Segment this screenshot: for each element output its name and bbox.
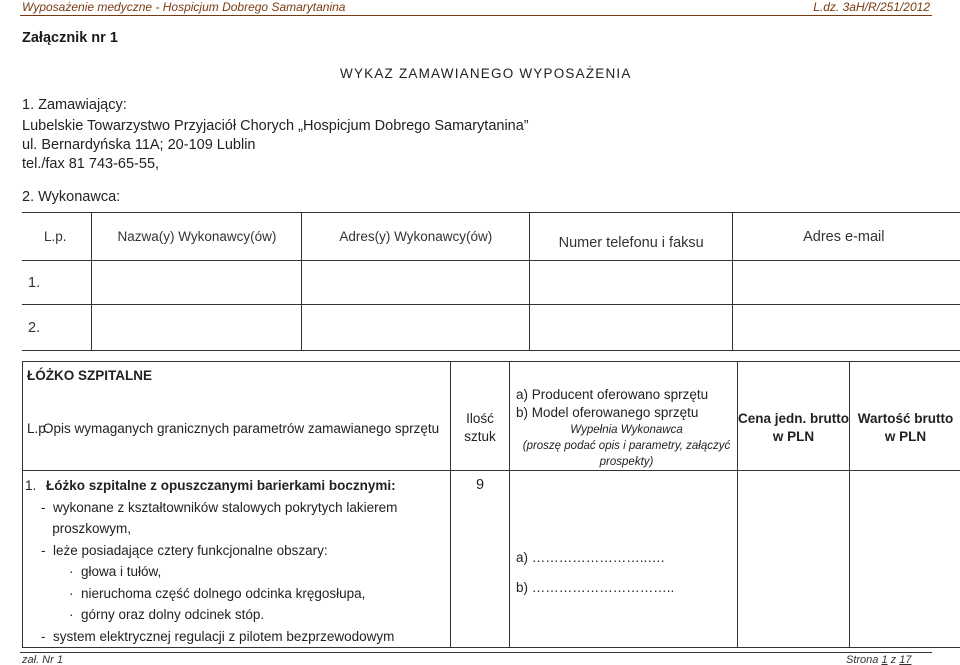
header-description-cell bbox=[23, 362, 451, 471]
footer-page-prefix: Strona bbox=[846, 654, 882, 665]
footer-attachment: zał. Nr 1 bbox=[22, 654, 63, 665]
item-number: 1. bbox=[25, 478, 37, 493]
contractor-row-number: 1. bbox=[22, 261, 92, 305]
item-producer-cell[interactable] bbox=[510, 471, 738, 648]
page-header-reference: L.dz. 3aH/R/251/2012 bbox=[813, 0, 930, 14]
ordering-party-street: ul. Bernardyńska 11A; 20-109 Lublin bbox=[22, 137, 256, 153]
header-producer-note: prospekty) bbox=[599, 456, 654, 468]
header-quantity bbox=[451, 362, 510, 471]
page-header-title: Wyposażenie medyczne - Hospicjum Dobrego Samarytanina bbox=[22, 0, 346, 14]
item-description-cell bbox=[23, 471, 451, 648]
item-spec-line: - leże posiadające cztery funkcjonalne obszary: bbox=[41, 542, 328, 558]
header-quantity-line1: Ilość bbox=[466, 411, 494, 426]
item-model-answer[interactable]: b) ………………………….. bbox=[516, 580, 675, 595]
header-unit-price bbox=[738, 362, 850, 471]
item-spec-line: - wykonane z kształtowników stalowych pokrytych lakierem bbox=[41, 499, 398, 515]
item-quantity: 9 bbox=[451, 471, 510, 648]
item-unit-price-cell[interactable] bbox=[738, 471, 850, 648]
contractor-row bbox=[22, 305, 960, 351]
header-producer bbox=[510, 362, 738, 471]
item-name: Łóżko szpitalne z opuszczanymi barierkami bocznymi: bbox=[46, 478, 396, 493]
contractor-email-cell[interactable] bbox=[733, 305, 960, 351]
footer-page-number: 1 bbox=[881, 654, 888, 665]
item-spec-line: - system elektrycznej regulacji z pilotem bezprzewodowym bbox=[41, 628, 395, 644]
footer-page-info bbox=[846, 654, 911, 665]
header-description: Opis wymaganych granicznych parametrów zamawianego sprzętu bbox=[43, 421, 440, 436]
header-producer-a: a) Producent oferowano sprzętu bbox=[516, 387, 709, 402]
header-divider bbox=[20, 15, 932, 16]
document-title: WYKAZ ZAMAWIANEGO WYPOSAŻENIA bbox=[340, 66, 632, 81]
section-title: ŁÓŻKO SZPITALNE bbox=[27, 368, 152, 383]
item-spec-subline: · nieruchoma część dolnego odcinka kręgosłupa, bbox=[69, 585, 366, 601]
header-unit-price-line1: Cena jedn. brutto bbox=[738, 411, 849, 426]
header-producer-note: Wypełnia Wykonawca bbox=[570, 424, 683, 436]
footer-page-separator: z bbox=[887, 654, 900, 665]
equipment-table-header bbox=[23, 362, 960, 471]
item-spec-subline: · górny oraz dolny odcinek stóp. bbox=[69, 607, 265, 622]
header-producer-note: (proszę podać opis i parametry, załączyć bbox=[522, 440, 731, 452]
footer-divider bbox=[20, 652, 932, 653]
item-title bbox=[25, 475, 450, 497]
footer-page-total: 17 bbox=[899, 654, 912, 665]
contractor-name-cell[interactable] bbox=[92, 305, 302, 351]
header-lp: L.p. bbox=[27, 421, 50, 436]
contractor-phone-cell[interactable] bbox=[530, 305, 733, 351]
header-lp: L.p. bbox=[22, 213, 92, 261]
header-address: Adres(y) Wykonawcy(ów) bbox=[302, 213, 530, 261]
header-total-value bbox=[850, 362, 960, 471]
ordering-party-phone: tel./fax 81 743-65-55, bbox=[22, 156, 160, 172]
contractor-address-cell[interactable] bbox=[302, 261, 530, 305]
contractor-address-cell[interactable] bbox=[302, 305, 530, 351]
contractor-table bbox=[22, 212, 960, 351]
header-unit-price-line2: w PLN bbox=[772, 429, 815, 444]
item-spec-line: proszkowym, bbox=[41, 521, 132, 536]
equipment-row bbox=[23, 471, 960, 648]
header-total-value-line2: w PLN bbox=[884, 429, 927, 444]
equipment-table bbox=[22, 361, 960, 648]
contractor-name-cell[interactable] bbox=[92, 261, 302, 305]
header-producer-b: b) Model oferowanego sprzętu bbox=[516, 405, 699, 420]
contractor-row bbox=[22, 261, 960, 305]
header-name: Nazwa(y) Wykonawcy(ów) bbox=[92, 213, 302, 261]
header-total-value-line1: Wartość brutto bbox=[857, 411, 954, 426]
header-email: Adres e-mail bbox=[733, 213, 960, 261]
header-phone: Numer telefonu i faksu bbox=[530, 213, 733, 261]
header-quantity-line2: sztuk bbox=[464, 429, 496, 444]
ordering-party-label: 1. Zamawiający: bbox=[22, 97, 127, 113]
contractor-phone-cell[interactable] bbox=[530, 261, 733, 305]
attachment-label: Załącznik nr 1 bbox=[22, 30, 118, 46]
contractor-email-cell[interactable] bbox=[733, 261, 960, 305]
contractor-table-header bbox=[22, 213, 960, 261]
item-total-value-cell[interactable] bbox=[850, 471, 960, 648]
contractor-row-number: 2. bbox=[22, 305, 92, 351]
item-producer-answer[interactable]: a) ……………………..…. bbox=[516, 550, 665, 565]
item-spec-subline: · głowa i tułów, bbox=[69, 564, 162, 579]
contractor-label: 2. Wykonawca: bbox=[22, 189, 121, 205]
ordering-party-name: Lubelskie Towarzystwo Przyjaciół Chorych „Hospicjum Dobrego Samarytanina” bbox=[22, 118, 529, 134]
